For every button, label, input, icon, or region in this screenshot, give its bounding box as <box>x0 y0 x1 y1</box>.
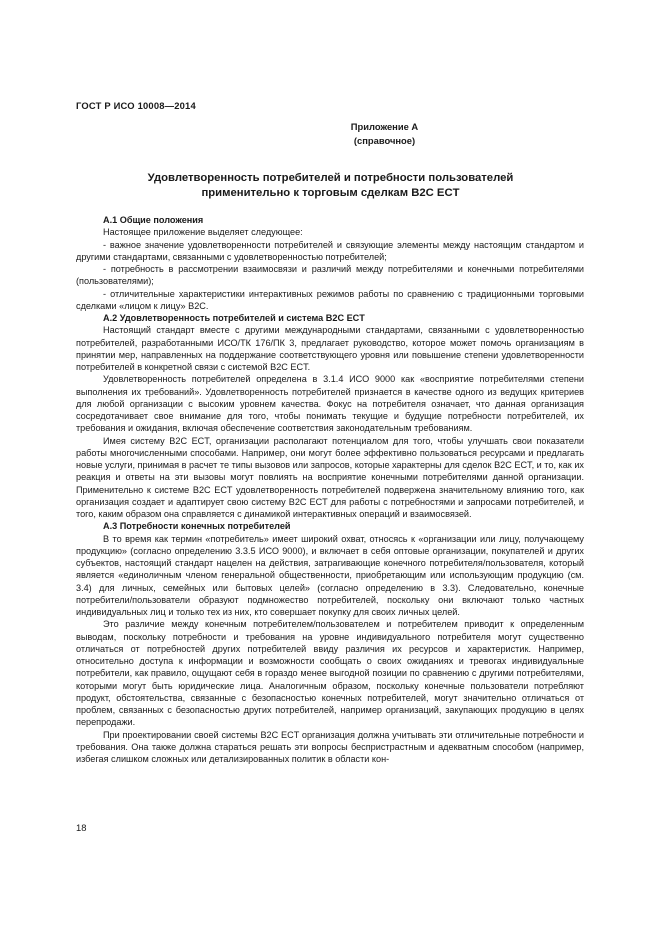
page-number: 18 <box>76 822 87 833</box>
document-header: ГОСТ Р ИСО 10008—2014 <box>76 100 196 111</box>
document-body <box>76 214 584 765</box>
paragraph: Настоящий стандарт вместе с другими международными стандартами, связанными с удовлетворенностью потребителей, разработанными ИСО/ТК 176/ПК 3, предлагает руководство, которое может помочь организациям в принятии мер, направленных на поддержание соответствующего уровня или повышение степени удовлетворенности потребителей в конкретной связи с системой B2C ECT. <box>76 325 584 372</box>
section-heading: А.1 Общие положения <box>103 215 204 225</box>
section-heading: А.2 Удовлетворенность потребителей и система B2C ECT <box>103 313 365 323</box>
annex-title-line-2: применительно к торговым сделкам B2C ECT <box>201 187 460 199</box>
annex-title <box>76 171 585 201</box>
paragraph: Это различие между конечным потребителем/пользователем и потребителем приводит к определенным выводам, поскольку потребности и требования на уровне индивидуального потребителя могут существенно отличаться от потребностей других потребителей ввиду различия их ресурсов и характеристик. Например, относительно доступа к информации и возможности сообщать о своих ожиданиях и тревогах индивидуальные потребители, как правило, ощущают себя в гораздо менее выгодной позиции по сравнению с другими потребителями, которыми могут быть юридические лица. Аналогичным образом, поскольку конечные пользователи потребляют продукт, обстоятельства, связанные с безопасностью конечных потребителей, могут значительно отличаться от проблем, связанных с безопасностью других потребителей, например организаций, закупающих продукцию в целях перепродажи. <box>76 619 584 728</box>
paragraph: Имея систему B2C ECT, организации располагают потенциалом для того, чтобы улучшать свои показатели работы многочисленными способами. Например, они могут более эффективно пользоваться ресурсами и предлагать новые услуги, принимая в расчет те типы вызовов или запросов, которые характерны для сделок B2C ECT, и то, как их реакция и ответы на эти вызовы могут повлиять на восприятие конечными потребителями данной организации. Применительно к системе B2C ECT удовлетворенность потребителей подвержена значительному влиянию того, как организация создает и адаптирует свою систему B2C ECT для работы с потребностями и запросами потребителей, и того, каким образом она справляется с динамикой интерактивных операций и взаимосвязей. <box>76 435 584 519</box>
list-item: - отличительные характеристики интерактивных режимов работы по сравнению с традиционными торговыми сделками «лицом к лицу» B2C. <box>76 288 584 311</box>
paragraph: В то время как термин «потребитель» имеет широкий охват, относясь к «организации или лицу, получающему продукцию» (согласно определению 3.3.5 ИСО 9000), и включает в себя оптовые организации, покупателей и других субъектов, настоящий стандарт нацелен на действия, затрагивающие конечного потребителя/пользователя, который является «единоличным членом генеральной общественности, приобретающим или использующим продукцию (см. 3.4) для личных, семейных или бытовых целей» (согласно определению в 3.3). Следовательно, конечные потребители/пользователи образуют подмножество потребителей, поскольку они включают только частных индивидуальных лиц и только тех из них, кто совершает покупку для своих личных целей. <box>76 533 584 617</box>
list-item: - важное значение удовлетворенности потребителей и связующие элементы между настоящим стандартом и другими стандартами, связанными с удовлетворенностью потребителей; <box>76 239 584 262</box>
annex-title-line-1: Удовлетворенность потребителей и потребности пользователей <box>147 172 514 184</box>
annex-label: Приложение А <box>350 121 419 132</box>
paragraph: Настоящее приложение выделяет следующее: <box>103 227 303 238</box>
annex-type: (справочное) <box>353 135 416 146</box>
paragraph: Удовлетворенность потребителей определена в 3.1.4 ИСО 9000 как «восприятие потребителями степени выполнения их требований». Удовлетворенность потребителей признается в качестве одного из ведущих критериев для любой организации с высоким уровнем качества. Фокус на потребителя означает, что данная организация сосредотачивает свое внимание для того, чтобы понимать текущие и будущие потребности потребителей, их требования и ожидания, включая обеспечение соответствия законодательным требованиям. <box>76 374 584 434</box>
annex-block <box>0 120 661 148</box>
paragraph: При проектировании своей системы B2C ECT организация должна учитывать эти отличительные потребности и требования. Она также должна стараться решать эти вопросы беспристрастным и адекватным способом (например, избегая слишком сложных или детализированных политик в области кон- <box>76 729 584 764</box>
section-heading: А.3 Потребности конечных потребителей <box>103 521 291 532</box>
list-item: - потребность в рассмотрении взаимосвязи и различий между потребителями и конечными потребителями (пользователями); <box>76 264 584 287</box>
